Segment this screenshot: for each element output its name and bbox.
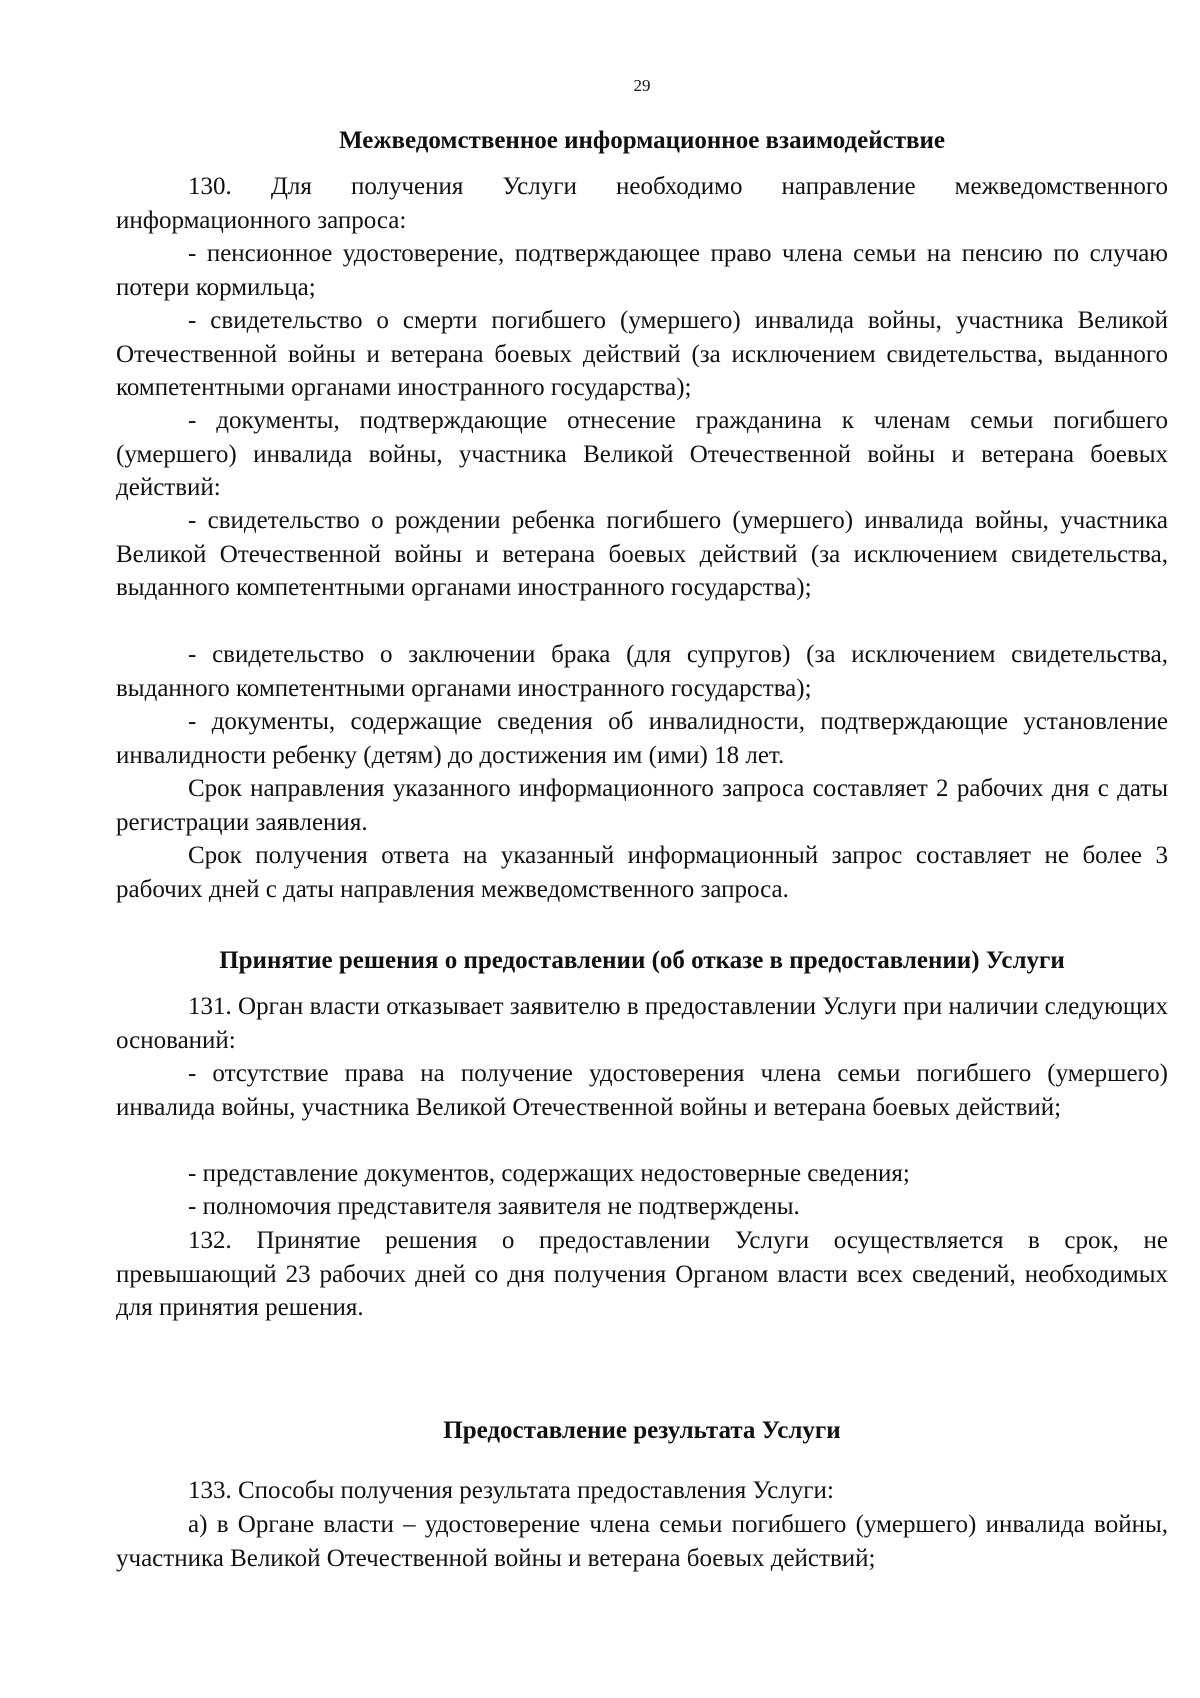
list-item-disability-documents: - документы, содержащие сведения об инвалидности, подтверждающие установление инвалидности ребенку (детям) до достижения им (ими) 18 лет. xyxy=(116,708,1168,769)
list-item-no-right: - отсутствие права на получение удостоверения члена семьи погибшего (умершего) инвалида войны, участника Великой Отечественной войны и ветерана боевых действий; xyxy=(116,1060,1168,1121)
list-item-representative-authority: - полномочия представителя заявителя не подтверждены. xyxy=(188,1193,800,1220)
paragraph-131: 131. Орган власти отказывает заявителю в предоставлении Услуги при наличии следующих оснований: xyxy=(116,993,1168,1054)
page-number: 29 xyxy=(633,76,651,95)
section-heading-interagency: Межведомственное информационное взаимодействие xyxy=(339,127,945,154)
list-item-birth-certificate: - свидетельство о рождении ребенка погибшего (умершего) инвалида войны, участника Великой Отечественной войны и ветерана боевых действий (за исключением свидетельства, выданного компетентными органами иностранного государства); xyxy=(116,507,1168,601)
paragraph-130: 130. Для получения Услуги необходимо направление межведомственного информационного запроса: xyxy=(116,173,1168,234)
list-item-death-certificate: - свидетельство о смерти погибшего (умершего) инвалида войны, участника Великой Отечественной войны и ветерана боевых действий (за исключением свидетельства, выданного компетентными органами иностранного государства); xyxy=(116,307,1168,401)
section-heading-result: Предоставление результата Услуги xyxy=(443,1417,841,1444)
paragraph-response-deadline: Срок получения ответа на указанный информационный запрос составляет не более 3 рабочих дней с даты направления межведомственного запроса. xyxy=(116,842,1168,903)
section-heading-decision: Принятие решения о предоставлении (об отказе в предоставлении) Услуги xyxy=(219,947,1065,974)
paragraph-133: 133. Способы получения результата предоставления Услуги: xyxy=(188,1477,834,1504)
list-item-pension-certificate: - пенсионное удостоверение, подтверждающее право члена семьи на пенсию по случаю потери кормильца; xyxy=(116,240,1168,301)
list-item-marriage-certificate: - свидетельство о заключении брака (для супругов) (за исключением свидетельства, выданного компетентными органами иностранного государства); xyxy=(116,641,1168,702)
paragraph-request-deadline: Срок направления указанного информационного запроса составляет 2 рабочих дня с даты регистрации заявления. xyxy=(116,775,1168,836)
list-item-in-authority: а) в Органе власти – удостоверение члена семьи погибшего (умершего) инвалида войны, участника Великой Отечественной войны и ветерана боевых действий; xyxy=(116,1511,1168,1572)
list-item-family-documents: - документы, подтверждающие отнесение гражданина к членам семьи погибшего (умершего) инвалида войны, участника Великой Отечественной войны и ветерана боевых действий: xyxy=(116,407,1168,501)
list-item-false-information: - представление документов, содержащих недостоверные сведения; xyxy=(188,1160,910,1187)
paragraph-132: 132. Принятие решения о предоставлении Услуги осуществляется в срок, не превышающий 23 рабочих дней со дня получения Органом власти всех сведений, необходимых для принятия решения. xyxy=(116,1227,1168,1321)
